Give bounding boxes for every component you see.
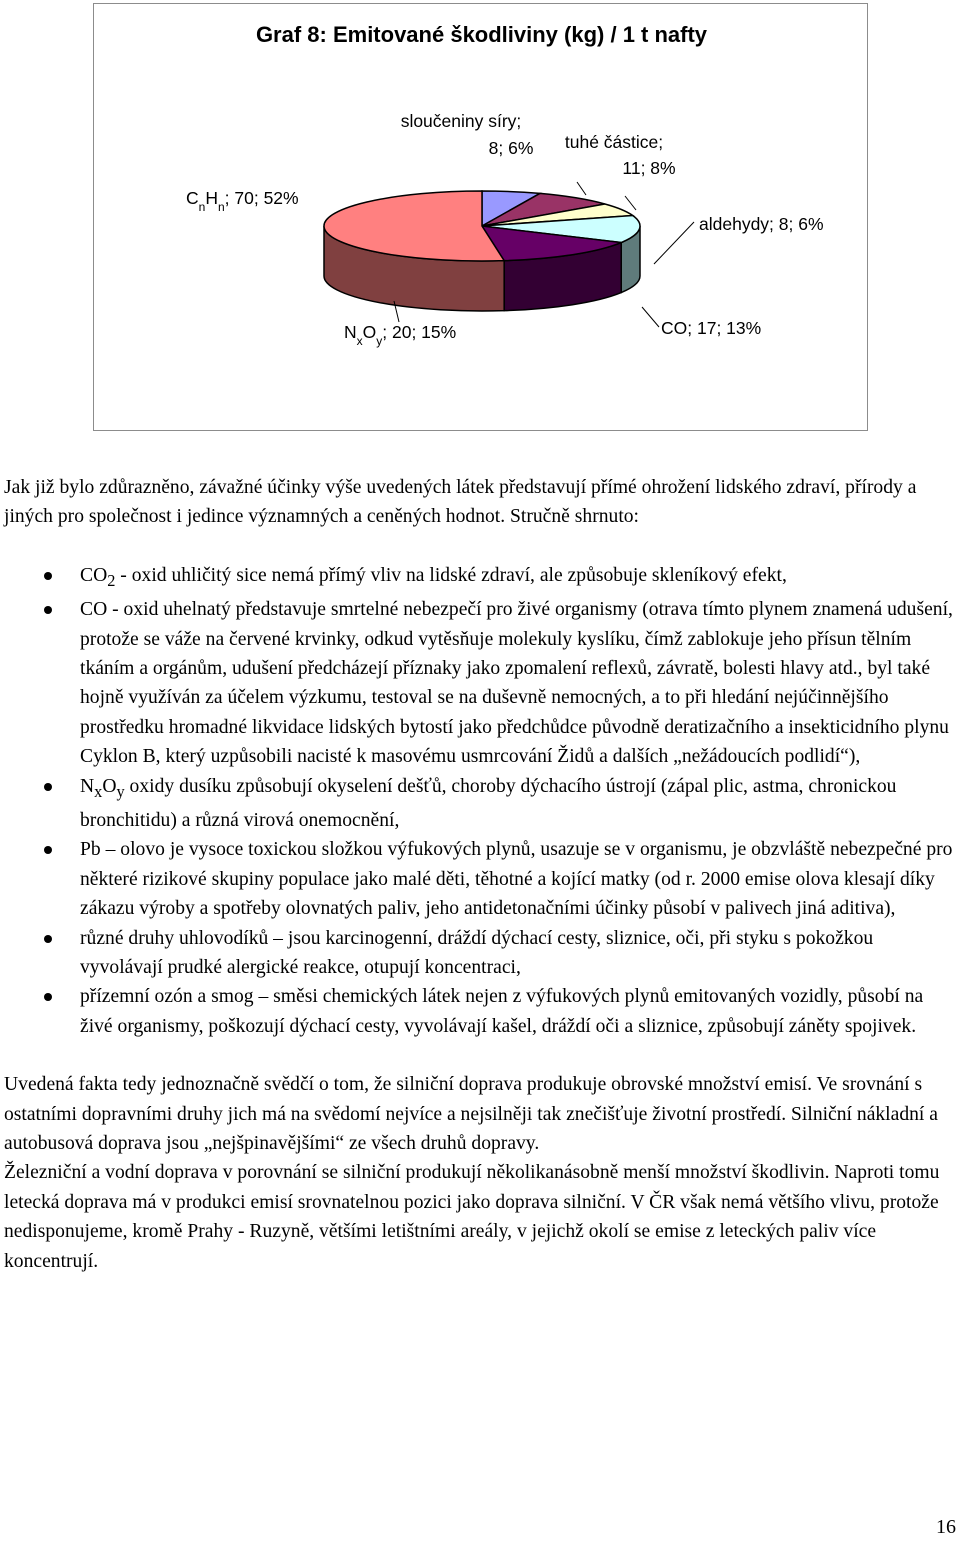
slice-label: 8; 6% — [488, 138, 534, 158]
document-body — [4, 473, 956, 1276]
slice-label: CO; 17; 13% — [661, 318, 762, 338]
list-item-hydrocarbons: různé druhy uhlovodíků – jsou karcinogenní, dráždí dýchací cesty, sliznice, oči, při styku s pokožkou vyvolávají prudké alergické reakce, otupují koncentraci, — [4, 924, 956, 983]
list-item-ozone-smog: přízemní ozón a smog – směsi chemických látek nejen z výfukových plynů emitovaných vozidly, působí na živé organismy, poškozují dýchací cesty, vyvolávají kašel, dráždí oči a sliznice, způsobují záněty spojivek. — [4, 982, 956, 1041]
slice-label: $N_xO_y$; 20; 15% — [344, 322, 457, 348]
leader-line — [654, 222, 694, 264]
pie-tops — [324, 191, 640, 261]
leader-line — [625, 196, 636, 210]
bullet-icon — [44, 572, 52, 580]
chart-frame — [93, 3, 868, 431]
slice-label: sloučeniny síry; — [400, 111, 522, 131]
intro-paragraph: Jak již bylo zdůrazněno, závažné účinky výše uvedených látek představují přímé ohrožení lidského zdraví, přírody a jiných pro společnost i jedince významných a ceněných hodnot. Stručně shrnuto: — [4, 477, 917, 528]
chart-title: Graf 8: Emitované škodliviny (kg) / 1 t nafty — [255, 22, 708, 47]
slice-label: tuhé částice; — [564, 132, 664, 152]
bullet-icon — [44, 606, 52, 614]
slice-label: 11; 8% — [622, 158, 676, 178]
leader-line — [577, 182, 586, 195]
bullet-icon — [44, 846, 52, 854]
list-item-co2: $CO_2$ - oxid uhličitý sice nemá přímý vliv na lidské zdraví, ale způsobuje skleníkový efekt, — [4, 561, 956, 595]
paragraph-rail-water-air: Železniční a vodní doprava v porovnání se silniční produkují několikanásobně menší množství škodlivin. Naproti tomu letecká doprava má v produkci emisí srovnatelnou pozici jako doprava silniční. V ČR však nemá většího vlivu, protože nedisponujeme, kromě Prahy - Ruzyně, většími letištními areály, v jejichž okolí se emise z leteckých paliv více koncentrují. — [4, 1162, 940, 1272]
slice-label: aldehydy; 8; 6% — [699, 214, 824, 234]
bullet-icon — [44, 993, 52, 1001]
list-item-pb: Pb – olovo je vysoce toxickou složkou výfukových plynů, usazuje se v organismu, je obzvláště nebezpečné pro některé rizikové skupiny populace jako malé děti, těhotné a kojící matky (od r. 2000 emise olova klesají díky zákazu výroby a spotřeby olovnatých paliv, jeho antidetonačními účinky působí v palivech jiná aditiva), — [4, 835, 956, 923]
pie-chart — [94, 4, 869, 432]
list-item-co: CO - oxid uhelnatý představuje smrtelné nebezpečí pro živé organismy (otrava tímto plynem znamená udušení, protože se váže na červené krvinky, odkud vytěsňuje molekuly kyslíku, čímž zablokuje jeho přísun tělním tkáním a orgánům, udušení předcházejí příznaky jako zpomalení reflexů, závratě, bolesti hlavy atd., byl také hojně využíván za účelem výzkumu, testoval se na duševně nemocných, a to při hledání nejúčinnějšího prostředku hromadné likvidace lidských bytostí jako předchůdce původně deratizačního a insekticidního plynu Cyklon B, který uzpůsobili nacisté k masovému usmrcování Židů a dalších „nežádoucích podlidí“), — [4, 595, 956, 771]
leader-line — [642, 307, 659, 327]
slice-label: $C_nH_n$; 70; 52% — [186, 188, 299, 214]
pollutant-list — [4, 561, 956, 1041]
bullet-icon — [44, 783, 52, 791]
list-item-nxoy: $N_xO_y$ oxidy dusíku způsobují okyselení dešťů, choroby dýchacího ústrojí (zápal plic, astma, chronickou bronchitidu) a různá virová onemocnění, — [4, 772, 956, 836]
paragraph-road-transport: Uvedená fakta tedy jednoznačně svědčí o tom, že silniční doprava produkuje obrovské množství emisí. Ve srovnání s ostatními dopravními druhy jich má na svědomí nejvíce a nejsilněji tak znečišťuje životní prostředí. Silniční nákladní a autobusová doprava jsou „nejšpinavějšími“ ze všech druhů dopravy. — [4, 1074, 938, 1154]
page-number: 16 — [936, 1516, 956, 1538]
bullet-icon — [44, 935, 52, 943]
